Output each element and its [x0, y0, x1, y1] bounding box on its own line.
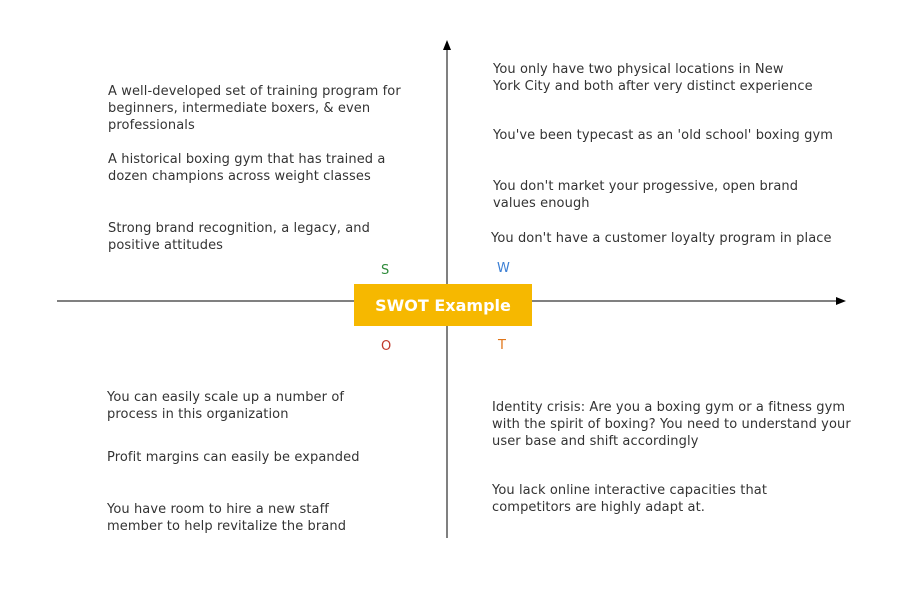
quadrant-letter-w: W: [497, 261, 510, 276]
weakness-item: You only have two physical locations in New York City and both after very distinct experience: [493, 62, 813, 94]
quadrant-letter-s: S: [381, 263, 390, 278]
opportunity-item: You can easily scale up a number of process in this organization: [107, 390, 345, 422]
horizontal-axis-arrowhead: [836, 297, 846, 305]
weakness-item: You don't have a customer loyalty program in place: [491, 231, 832, 246]
swot-title-box: [354, 284, 532, 326]
strength-item: A well-developed set of training program for beginners, intermediate boxers, & even professionals: [108, 84, 401, 133]
threat-item: Identity crisis: Are you a boxing gym or a fitness gym with the spirit of boxing? You need to understand your user base and shift accordingly: [492, 400, 851, 449]
opportunity-item: Profit margins can easily be expanded: [107, 450, 360, 465]
opportunity-item: You have room to hire a new staff member to help revitalize the brand: [107, 502, 347, 534]
weakness-item: You've been typecast as an 'old school' boxing gym: [493, 128, 834, 143]
strength-item: Strong brand recognition, a legacy, and positive attitudes: [108, 221, 370, 253]
threat-item: You lack online interactive capacities that competitors are highly adapt at.: [492, 483, 768, 515]
quadrant-letter-t: T: [498, 338, 506, 353]
swot-title: SWOT Example: [375, 295, 511, 315]
strength-item: A historical boxing gym that has trained a dozen champions across weight classes: [108, 152, 386, 184]
vertical-axis-arrowhead: [443, 40, 451, 50]
weakness-item: You don't market your progessive, open brand values enough: [493, 179, 799, 211]
quadrant-letter-o: O: [381, 339, 392, 354]
